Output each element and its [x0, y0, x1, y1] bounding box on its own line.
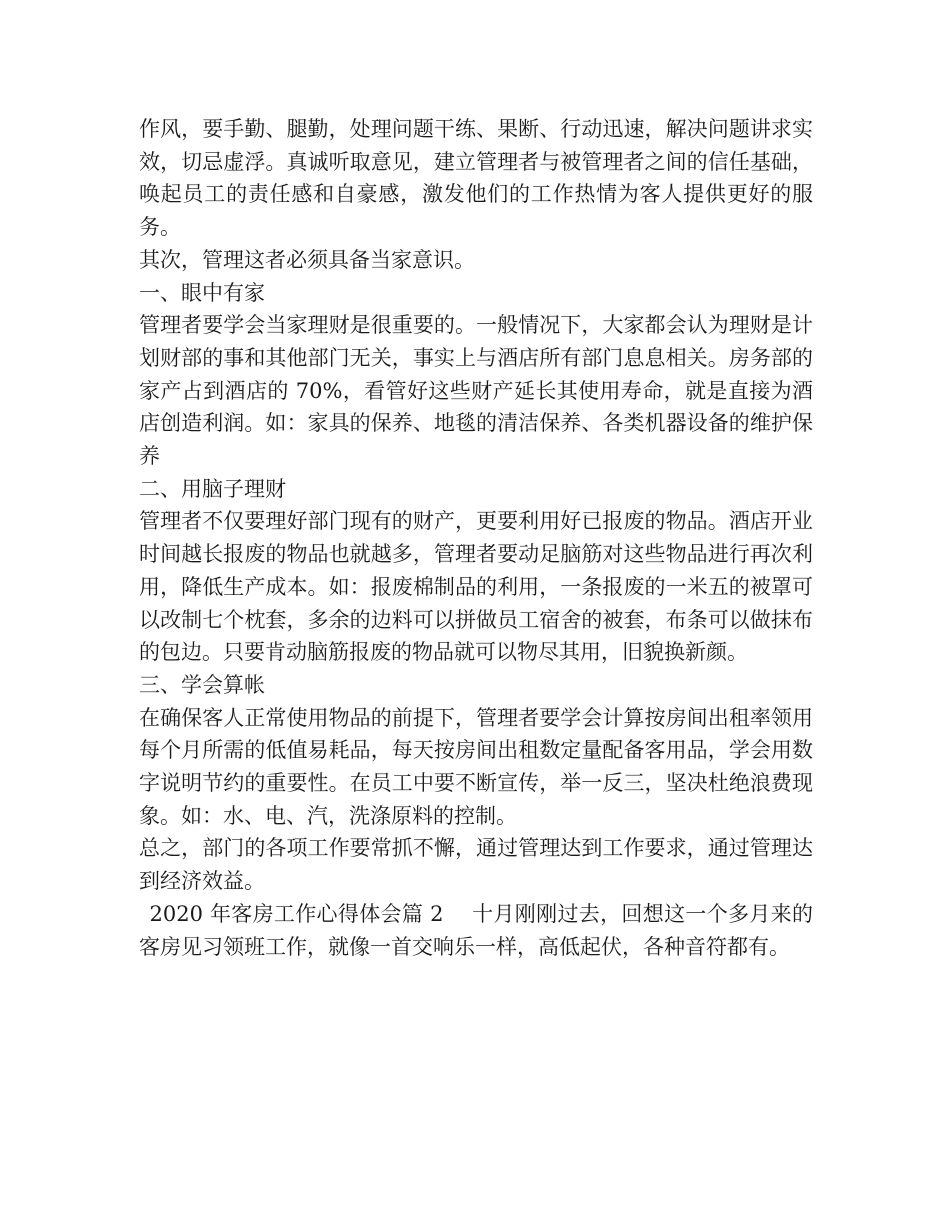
heading-section-3: 三、学会算帐: [139, 672, 265, 697]
heading-section-2: 二、用脑子理财: [139, 476, 286, 501]
paragraph-article-2-intro: 2020 年客房工作心得体会篇 2 十月刚刚过去，回想这一个多月来的客房见习领班工作，就像一首交响乐一样，高低起伏，各种音符都有。: [139, 901, 813, 959]
document-body: [139, 113, 813, 963]
paragraph-summary: 总之，部门的各项工作要常抓不懈，通过管理达到工作要求，通过管理达到经济效益。: [139, 836, 813, 894]
paragraph-reuse-scrapped-items: 管理者不仅要理好部门现有的财产，更要利用好已报废的物品。酒店开业时间越长报废的物品也就越多，管理者要动足脑筋对这些物品进行再次利用，降低生产成本。如：报废棉制品的利用，一条报废的一米五的被罩可以改制七个枕套，多余的边料可以拼做员工宿舍的被套，布条可以做抹布的包边。只要肯动脑筋报废的物品就可以物尽其用，旧貌换新颜。: [139, 509, 813, 665]
heading-section-1: 一、眼中有家: [139, 280, 265, 305]
paragraph-homeowner-awareness: 其次，管理这者必须具备当家意识。: [139, 247, 475, 272]
paragraph-asset-management: 管理者要学会当家理财是很重要的。一般情况下，大家都会认为理财是计划财部的事和其他部门无关，事实上与酒店所有部门息息相关。房务部的家产占到酒店的 70%，看管好这些财产延长其使用寿命，就是直接为酒店创造利润。如：家具的保养、地毯的清洁保养、各类机器设备的维护保养: [139, 313, 813, 469]
paragraph-cost-accounting: 在确保客人正常使用物品的前提下，管理者要学会计算按房间出租率领用每个月所需的低值易耗品，每天按房间出租数定量配备客用品，学会用数字说明节约的重要性。在员工中要不断宣传，举一反三，坚决杜绝浪费现象。如：水、电、汽，洗涤原料的控制。: [139, 705, 813, 828]
paragraph-work-style: 作风，要手勤、腿勤，处理问题干练、果断、行动迅速，解决问题讲求实效，切忌虚浮。真诚听取意见，建立管理者与被管理者之间的信任基础，唤起员工的责任感和自豪感，激发他们的工作热情为客人提供更好的服务。: [139, 117, 813, 240]
